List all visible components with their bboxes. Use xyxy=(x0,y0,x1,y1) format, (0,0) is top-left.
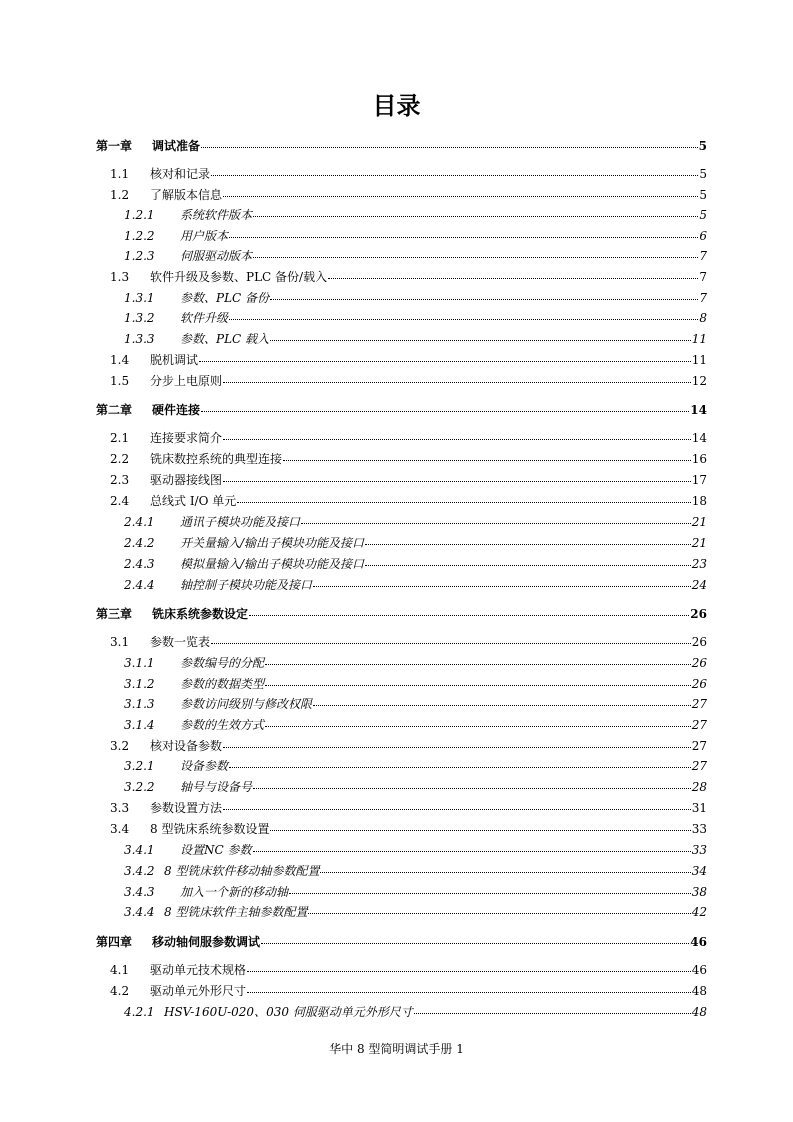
toc-entry-number: 3.1.4 xyxy=(124,718,155,732)
toc-entry-page: 34 xyxy=(691,864,707,878)
toc-entry-number: 1.2.2 xyxy=(124,229,155,243)
dot-leader xyxy=(249,604,689,616)
toc-entry-label: 调试准备 xyxy=(152,139,201,153)
toc-entry-label: 了解版本信息 xyxy=(150,188,223,202)
toc-entry-page: 48 xyxy=(691,984,707,998)
toc-entry-page: 14 xyxy=(690,403,707,417)
toc-entry[interactable] xyxy=(110,800,707,816)
toc-entry[interactable] xyxy=(124,331,707,347)
toc-entry-number: 3.4.1 xyxy=(124,843,155,857)
toc-entry-label: 参数设置方法 xyxy=(150,801,223,815)
toc-entry[interactable] xyxy=(124,535,707,551)
toc-entry-label: 移动轴伺服参数调试 xyxy=(152,935,261,949)
toc-entry-label: 驱动单元外形尺寸 xyxy=(150,984,247,998)
dot-leader xyxy=(229,226,698,238)
dot-leader xyxy=(247,960,691,972)
dot-leader xyxy=(223,185,698,197)
toc-entry-label: 设备参数 xyxy=(180,759,229,773)
toc-entry-page: 38 xyxy=(691,885,707,899)
toc-entry-page: 26 xyxy=(690,607,707,621)
dot-leader xyxy=(270,819,690,831)
toc-entry-page: 5 xyxy=(698,139,707,153)
toc-entry-page: 21 xyxy=(691,536,707,550)
toc-entry-page: 7 xyxy=(699,291,707,305)
toc-entry[interactable] xyxy=(110,821,707,837)
toc-entry[interactable] xyxy=(124,310,707,326)
dot-leader xyxy=(223,798,691,810)
toc-entry[interactable] xyxy=(124,655,707,671)
toc-entry[interactable] xyxy=(110,983,707,999)
toc-entry-page: 48 xyxy=(691,1005,707,1019)
toc-entry-number: 2.4.2 xyxy=(124,536,155,550)
dot-leader xyxy=(265,674,691,686)
dot-leader xyxy=(223,736,691,748)
toc-entry[interactable] xyxy=(110,738,707,754)
toc-entry-page: 33 xyxy=(691,843,707,857)
toc-entry-number: 3.2.1 xyxy=(124,759,155,773)
toc-entry[interactable] xyxy=(124,779,707,795)
dot-leader xyxy=(211,632,691,644)
dot-leader xyxy=(253,205,698,217)
toc-entry[interactable] xyxy=(124,884,707,900)
toc-entry-number: 2.4.4 xyxy=(124,578,155,592)
toc-entry-page: 11 xyxy=(691,353,707,367)
toc-entry-number: 2.4 xyxy=(110,494,130,508)
toc-entry-page: 12 xyxy=(691,374,707,388)
dot-leader xyxy=(223,428,691,440)
toc-entry-number: 1.4 xyxy=(110,353,130,367)
toc-entry[interactable] xyxy=(124,1004,707,1020)
toc-entry[interactable] xyxy=(124,290,707,306)
toc-entry-number: 3.4.4 xyxy=(124,905,155,919)
toc-entry-number: 3.1.3 xyxy=(124,697,155,711)
toc-entry-page: 27 xyxy=(691,759,707,773)
toc-entry-page: 5 xyxy=(699,188,707,202)
toc-entry-label: 参数一览表 xyxy=(150,635,211,649)
toc-entry-label: 参数访问级别与修改权限 xyxy=(180,697,313,711)
toc-entry[interactable] xyxy=(110,352,707,368)
toc-entry-page: 27 xyxy=(691,697,707,711)
toc-entry-number: 1.5 xyxy=(110,374,130,388)
toc-entry-label: 硬件连接 xyxy=(152,403,201,417)
toc-entry-number: 2.2 xyxy=(110,452,130,466)
toc-entry-page: 7 xyxy=(699,249,707,263)
dot-leader xyxy=(265,715,691,727)
toc-entry[interactable] xyxy=(110,472,707,488)
toc-entry[interactable] xyxy=(96,606,707,622)
toc-entry-page: 18 xyxy=(691,494,707,508)
toc-entry-number: 2.1 xyxy=(110,431,130,445)
toc-entry-number: 第二章 xyxy=(96,403,133,417)
toc-entry-number: 第一章 xyxy=(96,139,133,153)
toc-entry-label: 8 型铣床系统参数设置 xyxy=(150,822,270,836)
dot-leader xyxy=(201,400,689,412)
dot-leader xyxy=(328,267,698,279)
dot-leader xyxy=(201,136,698,148)
toc-entry-label: 通讯子模块功能及接口 xyxy=(180,515,301,529)
dot-leader xyxy=(414,1002,691,1014)
toc-entry[interactable] xyxy=(124,207,707,223)
toc-entry-number: 3.1 xyxy=(110,635,130,649)
dot-leader xyxy=(365,554,691,566)
toc-entry-label: 驱动单元技术规格 xyxy=(150,963,247,977)
toc-entry-label: 连接要求简介 xyxy=(150,431,223,445)
toc-entry-label: 参数编号的分配 xyxy=(180,656,265,670)
toc-entry-number: 3.2.2 xyxy=(124,780,155,794)
toc-entry-page: 5 xyxy=(699,208,707,222)
toc-entry-label: 铣床系统参数设定 xyxy=(152,607,249,621)
toc-entry-number: 1.3 xyxy=(110,270,130,284)
toc-entry-label: 驱动器接线图 xyxy=(150,473,223,487)
toc-entry-number: 4.2.1 xyxy=(124,1005,155,1019)
dot-leader xyxy=(253,246,698,258)
toc-entry[interactable] xyxy=(124,717,707,733)
toc-entry-number: 1.2.1 xyxy=(124,208,155,222)
dot-leader xyxy=(223,371,691,383)
toc-entry-label: 总线式 I/O 单元 xyxy=(150,494,237,508)
toc-entry-page: 46 xyxy=(690,935,707,949)
toc-entry[interactable] xyxy=(124,228,707,244)
toc-entry-number: 3.4.2 xyxy=(124,864,155,878)
toc-entry[interactable] xyxy=(96,138,707,154)
dot-leader xyxy=(365,533,691,545)
dot-leader xyxy=(320,861,690,873)
toc-entry-label: 参数、PLC 载入 xyxy=(180,332,270,346)
toc-entry[interactable] xyxy=(110,269,707,285)
toc-entry-page: 23 xyxy=(691,557,707,571)
toc-entry-page: 27 xyxy=(691,739,707,753)
toc-entry-label: 伺服驱动版本 xyxy=(180,249,253,263)
toc-entry-label: 分步上电原则 xyxy=(150,374,223,388)
toc-entry[interactable] xyxy=(124,556,707,572)
toc-entry-page: 26 xyxy=(691,635,707,649)
toc-entry-number: 4.2 xyxy=(110,984,130,998)
toc-entry-number: 1.2.3 xyxy=(124,249,155,263)
dot-leader xyxy=(265,653,691,665)
dot-leader xyxy=(229,756,691,768)
dot-leader xyxy=(313,694,691,706)
toc-entry-number: 1.1 xyxy=(110,167,130,181)
toc-entry[interactable] xyxy=(124,696,707,712)
dot-leader xyxy=(223,470,691,482)
toc-entry-page: 24 xyxy=(691,578,707,592)
toc-entry[interactable] xyxy=(124,758,707,774)
toc-entry-label: 轴号与设备号 xyxy=(180,780,253,794)
toc-entry[interactable] xyxy=(96,402,707,418)
toc-entry-label: 软件升级及参数、PLC 备份/载入 xyxy=(150,270,328,284)
toc-entry-page: 6 xyxy=(699,229,707,243)
toc-entry-page: 46 xyxy=(691,963,707,977)
toc-entry-page: 16 xyxy=(691,452,707,466)
toc-entry-label: 轴控制子模块功能及接口 xyxy=(180,578,313,592)
toc-entry-page: 26 xyxy=(691,656,707,670)
toc-entry-label: 用户版本 xyxy=(180,229,229,243)
toc-entry-number: 4.1 xyxy=(110,963,130,977)
toc-entry-number: 2.3 xyxy=(110,473,130,487)
toc-entry-page: 11 xyxy=(691,332,707,346)
toc-entry-page: 27 xyxy=(691,718,707,732)
toc-entry[interactable] xyxy=(110,962,707,978)
toc-entry-number: 3.3 xyxy=(110,801,130,815)
toc-entry[interactable] xyxy=(96,934,707,950)
page-footer: 华中 8 型简明调试手册 1 xyxy=(329,1042,464,1056)
dot-leader xyxy=(289,882,691,894)
page-title: 目录 xyxy=(372,92,421,120)
toc-entry-number: 第三章 xyxy=(96,607,133,621)
toc-entry-number: 1.3.1 xyxy=(124,291,155,305)
toc-entry[interactable] xyxy=(110,430,707,446)
toc-entry-page: 17 xyxy=(691,473,707,487)
toc-entry-page: 42 xyxy=(691,905,707,919)
dot-leader xyxy=(247,981,691,993)
toc-entry[interactable] xyxy=(124,577,707,593)
dot-leader xyxy=(261,932,689,944)
toc-entry-label: 加入一个新的移动轴 xyxy=(180,885,289,899)
dot-leader xyxy=(313,575,691,587)
toc-entry-number: 2.4.1 xyxy=(124,515,155,529)
toc-entry-label: 模拟量输入/输出子模块功能及接口 xyxy=(180,557,365,571)
toc-entry[interactable] xyxy=(124,248,707,264)
toc-entry-page: 31 xyxy=(691,801,707,815)
dot-leader xyxy=(253,840,691,852)
toc-entry[interactable] xyxy=(110,493,707,509)
dot-leader xyxy=(229,308,698,320)
toc-entry-page: 8 xyxy=(699,311,707,325)
toc-entry-page: 33 xyxy=(691,822,707,836)
dot-leader xyxy=(237,491,690,503)
toc-entry-label: 系统软件版本 xyxy=(180,208,253,222)
toc-entry-page: 28 xyxy=(691,780,707,794)
toc-entry-label: 脱机调试 xyxy=(150,353,199,367)
toc-entry-label: HSV-160U-020、030 伺服驱动单元外形尺寸 xyxy=(164,1005,413,1019)
toc-entry-label: 铣床数控系统的典型连接 xyxy=(150,452,283,466)
toc-entry[interactable] xyxy=(110,187,707,203)
dot-leader xyxy=(308,902,690,914)
toc-entry-number: 第四章 xyxy=(96,935,133,949)
toc-entry[interactable] xyxy=(124,863,707,879)
toc-entry-page: 5 xyxy=(699,167,707,181)
dot-leader xyxy=(270,288,698,300)
dot-leader xyxy=(253,777,691,789)
toc-entry-label: 核对和记录 xyxy=(150,167,211,181)
toc-entry-label: 参数的数据类型 xyxy=(180,677,265,691)
toc-entry[interactable] xyxy=(124,676,707,692)
toc-entry-label: 参数、PLC 备份 xyxy=(180,291,270,305)
toc-entry-number: 1.3.2 xyxy=(124,311,155,325)
toc-entry-label: 设置NC 参数 xyxy=(180,843,252,857)
toc-entry-number: 1.3.3 xyxy=(124,332,155,346)
toc-entry-number: 2.4.3 xyxy=(124,557,155,571)
dot-leader xyxy=(199,350,691,362)
dot-leader xyxy=(283,449,691,461)
toc-entry-label: 开关量输入/输出子模块功能及接口 xyxy=(180,536,365,550)
toc-entry-number: 3.4 xyxy=(110,822,130,836)
toc-entry-number: 1.2 xyxy=(110,188,130,202)
toc-entry-page: 7 xyxy=(699,270,707,284)
toc-entry-label: 参数的生效方式 xyxy=(180,718,265,732)
toc-entry-label: 软件升级 xyxy=(180,311,229,325)
toc-entry[interactable] xyxy=(124,514,707,530)
toc-entry-number: 3.1.1 xyxy=(124,656,155,670)
toc-entry-label: 8 型铣床软件移动轴参数配置 xyxy=(164,864,320,878)
toc-entry[interactable] xyxy=(110,166,707,182)
dot-leader xyxy=(211,164,698,176)
toc-entry-number: 3.4.3 xyxy=(124,885,155,899)
toc-entry-page: 26 xyxy=(691,677,707,691)
dot-leader xyxy=(270,329,691,341)
toc-entry[interactable] xyxy=(124,904,707,920)
dot-leader xyxy=(301,512,691,524)
toc-entry-label: 核对设备参数 xyxy=(150,739,223,753)
toc-entry-page: 14 xyxy=(691,431,707,445)
toc-entry[interactable] xyxy=(110,373,707,389)
toc-entry-number: 3.1.2 xyxy=(124,677,155,691)
toc-entry[interactable] xyxy=(124,842,707,858)
toc-entry[interactable] xyxy=(110,634,707,650)
toc-entry-page: 21 xyxy=(691,515,707,529)
toc-entry[interactable] xyxy=(110,451,707,467)
toc-entry-number: 3.2 xyxy=(110,739,130,753)
toc-entry-label: 8 型铣床软件主轴参数配置 xyxy=(164,905,308,919)
